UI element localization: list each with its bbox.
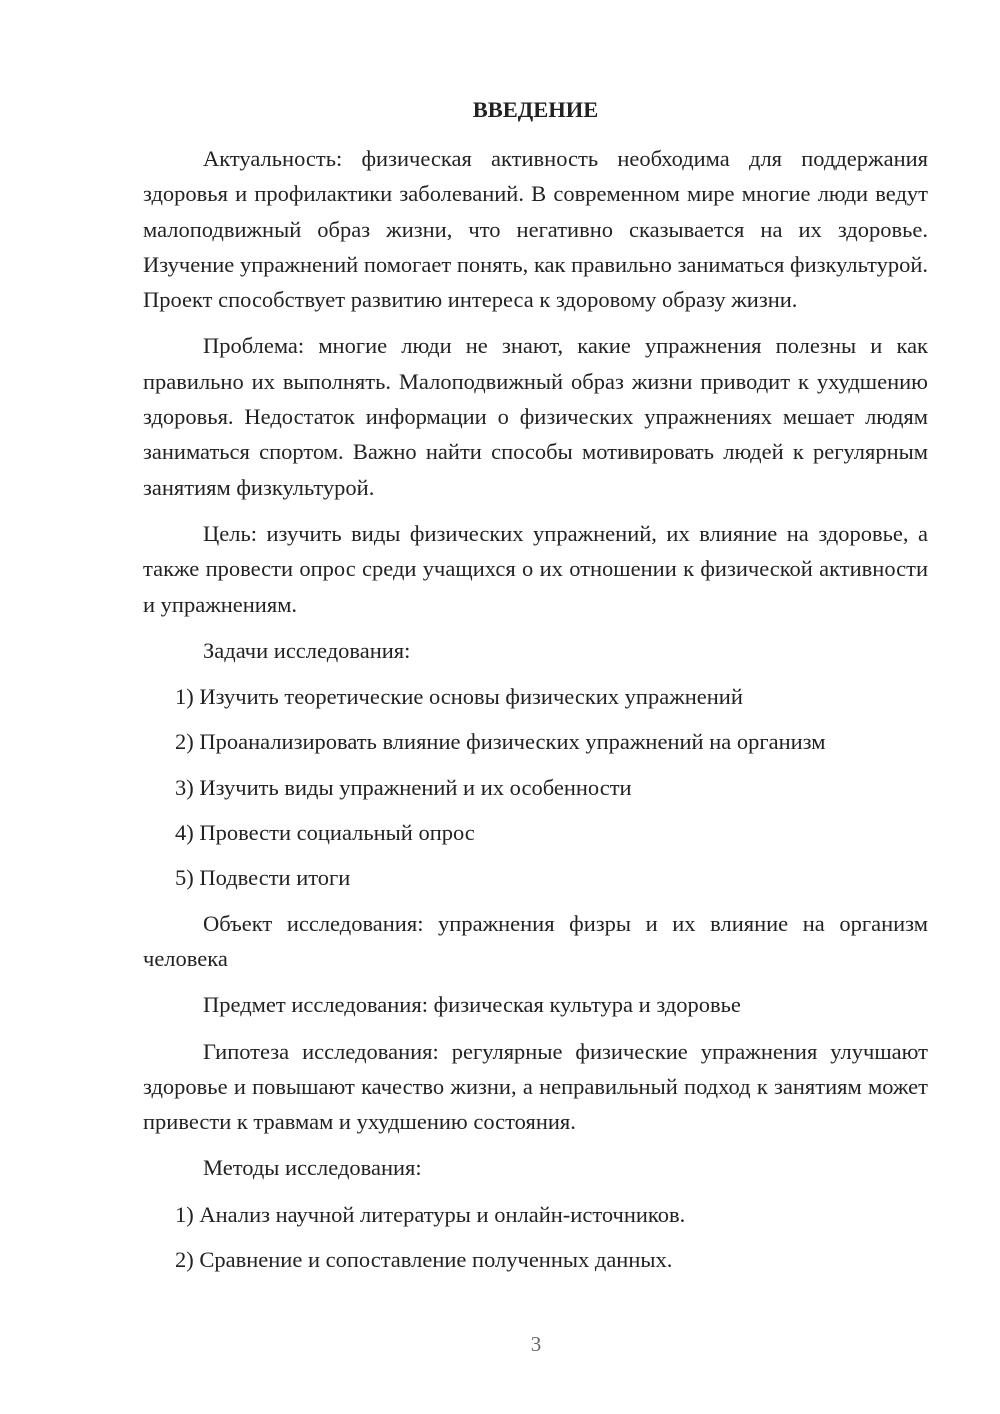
list-item: 3) Изучить виды упражнений и их особенности xyxy=(175,774,632,800)
methods-list xyxy=(143,1197,928,1278)
page-number: 3 xyxy=(530,1332,542,1356)
tasks-list xyxy=(143,679,928,895)
list-item: 1) Анализ научной литературы и онлайн-источников. xyxy=(175,1201,686,1227)
problem-paragraph: Проблема: многие люди не знают, какие упражнения полезны и как правильно их выполнять. Малоподвижный образ жизни приводит к ухудшению здоровья. Недостаток информации о физических упражнениях мешает людям заниматься спортом. Важно найти способы мотивировать людей к регулярным занятиям физкультурой. xyxy=(143,333,928,500)
list-item: 1) Изучить теоретические основы физических упражнений xyxy=(175,684,743,710)
object-paragraph: Объект исследования: упражнения физры и их влияние на организм человека xyxy=(143,910,928,971)
relevance-paragraph: Актуальность: физическая активность необходима для поддержания здоровья и профилактики заболеваний. В современном мире многие люди ведут малоподвижный образ жизни, что негативно сказывается на их здоровье. Изучение упражнений помогает понять, как правильно заниматься физкультурой. Проект способствует развитию интереса к здоровому образу жизни. xyxy=(143,146,928,313)
list-item: 4) Провести социальный опрос xyxy=(175,820,475,846)
document-page xyxy=(143,92,928,1287)
list-item: 2) Сравнение и сопоставление полученных данных. xyxy=(175,1247,673,1273)
methods-label: Методы исследования: xyxy=(203,1155,422,1181)
list-item: 2) Проанализировать влияние физических упражнений на организм xyxy=(175,729,826,755)
goal-paragraph: Цель: изучить виды физических упражнений, их влияние на здоровье, а также провести опрос среди учащихся о их отношении к физической активности и упражнениям. xyxy=(143,520,928,617)
hypothesis-paragraph: Гипотеза исследования: регулярные физические упражнения улучшают здоровье и повышают качество жизни, а неправильный подход к занятиям может привести к травмам и ухудшению состояния. xyxy=(143,1038,928,1135)
section-heading: ВВЕДЕНИЕ xyxy=(472,97,599,122)
subject-paragraph: Предмет исследования: физическая культура и здоровье xyxy=(203,992,741,1018)
list-item: 5) Подвести итоги xyxy=(175,865,351,891)
tasks-label: Задачи исследования: xyxy=(203,637,411,663)
